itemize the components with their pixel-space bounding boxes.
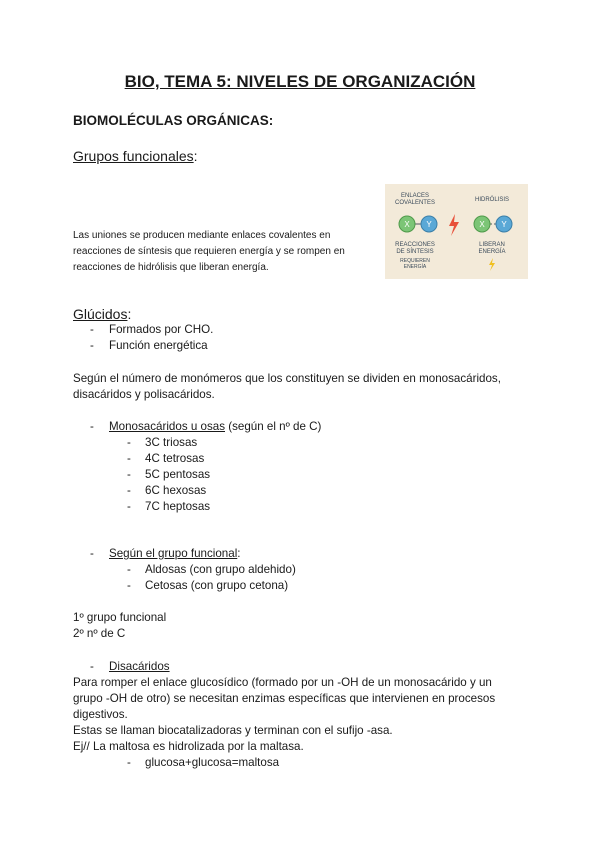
grupo-func-label: Según el grupo funcional [109,547,238,560]
fig-left-bottom2-1: REQUIEREN [400,258,430,264]
figure-svg [385,184,528,279]
order-line: 2º nº de C [73,627,126,640]
disacaridos-example: glucosa+glucosa=maltosa [145,756,280,769]
fig-left-bottom-2: DE SÍNTESIS [396,249,434,255]
fig-left-bottom2-2: ENERGÍA [403,264,427,270]
grupo-func-suffix: : [237,547,241,560]
section-heading: BIOMOLÉCULAS ORGÁNICAS: [73,113,274,128]
intro-paragraph: Las uniones se producen mediante enlaces covalentes en reacciones de síntesis que requieren energía y se rompen en reacciones de hidrólisis que liberan energía. [73,230,345,273]
bullet-dash: - [127,452,131,465]
bullet-dash: - [90,420,94,433]
grupo-func-item: Aldosas (con grupo aldehido) [145,563,296,576]
bullet-dash: - [127,484,131,497]
fig-right-bottom-1: LIBERAN [479,242,505,248]
page-title: BIO, TEMA 5: NIVELES DE ORGANIZACIÓN [124,72,476,91]
bullet-dash: - [90,660,94,673]
grupo-func-item: Cetosas (con grupo cetona) [145,579,289,592]
grupo-func-heading [109,546,241,562]
bullet-dash: - [127,436,131,449]
bullet-dash: - [127,500,131,513]
fig-right-bottom-2: ENERGÍA [478,249,506,255]
bullet-dash: - [90,323,94,336]
glucidos-colon: : [127,306,132,322]
hydrolysis-synthesis-figure [385,184,528,279]
disacaridos-line: Estas se llaman biocatalizadoras y terminan con el sufijo -asa. [73,724,393,737]
mono-item: 5C pentosas [145,468,211,481]
mono-item: 4C tetrosas [145,452,205,465]
fig-label-y-left: Y [426,220,432,229]
fig-label-x-left: X [404,220,410,229]
segun-paragraph: Según el número de monómeros que los constituyen se dividen en monosacáridos, disacáridos y polisacáridos. [73,372,501,401]
mono-item: 7C heptosas [145,500,211,513]
fig-left-top-2: COVALENTES [395,200,435,206]
order-line: 1º grupo funcional [73,611,167,624]
mono-item: 6C hexosas [145,484,207,497]
disacaridos-line: grupo -OH de otro) se necesitan enzimas específicas que intervienen en procesos [73,692,496,705]
disacaridos-line: digestivos. [73,708,128,721]
bullet-dash: - [127,756,131,769]
bullet-dash: - [127,579,131,592]
fig-right-top: HIDRÓLISIS [474,197,510,203]
grupos-colon: : [193,148,198,164]
bullet-dash: - [127,563,131,576]
mono-suffix: (según el nº de C) [225,420,322,433]
glucidos-label: Glúcidos [73,306,128,322]
glucidos-item: Formados por CHO. [109,323,214,336]
disacaridos-heading: Disacáridos [109,660,170,673]
fig-label-x-right: X [479,220,485,229]
mono-label: Monosacáridos u osas [109,420,225,433]
fig-left-bottom-1: REACCIONES [395,242,435,248]
fig-label-y-right: Y [501,220,507,229]
grupos-funcionales-heading [73,148,198,164]
fig-bolt-icon [449,214,459,236]
disacaridos-line: Para romper el enlace glucosídico (formado por un -OH de un monosacárido y un [73,676,492,689]
bullet-dash: - [127,468,131,481]
bullet-dash: - [90,339,94,352]
glucidos-heading [73,306,131,322]
fig-left-top-1: ENLACES [400,193,430,199]
mono-heading [109,419,321,435]
glucidos-item: Función energética [109,339,208,352]
bullet-dash: - [90,547,94,560]
fig-bolt-small-icon [489,258,495,271]
disacaridos-line: Ej// La maltosa es hidrolizada por la maltasa. [73,740,304,753]
mono-item: 3C triosas [145,436,198,449]
grupos-funcionales-label: Grupos funcionales [73,148,194,164]
